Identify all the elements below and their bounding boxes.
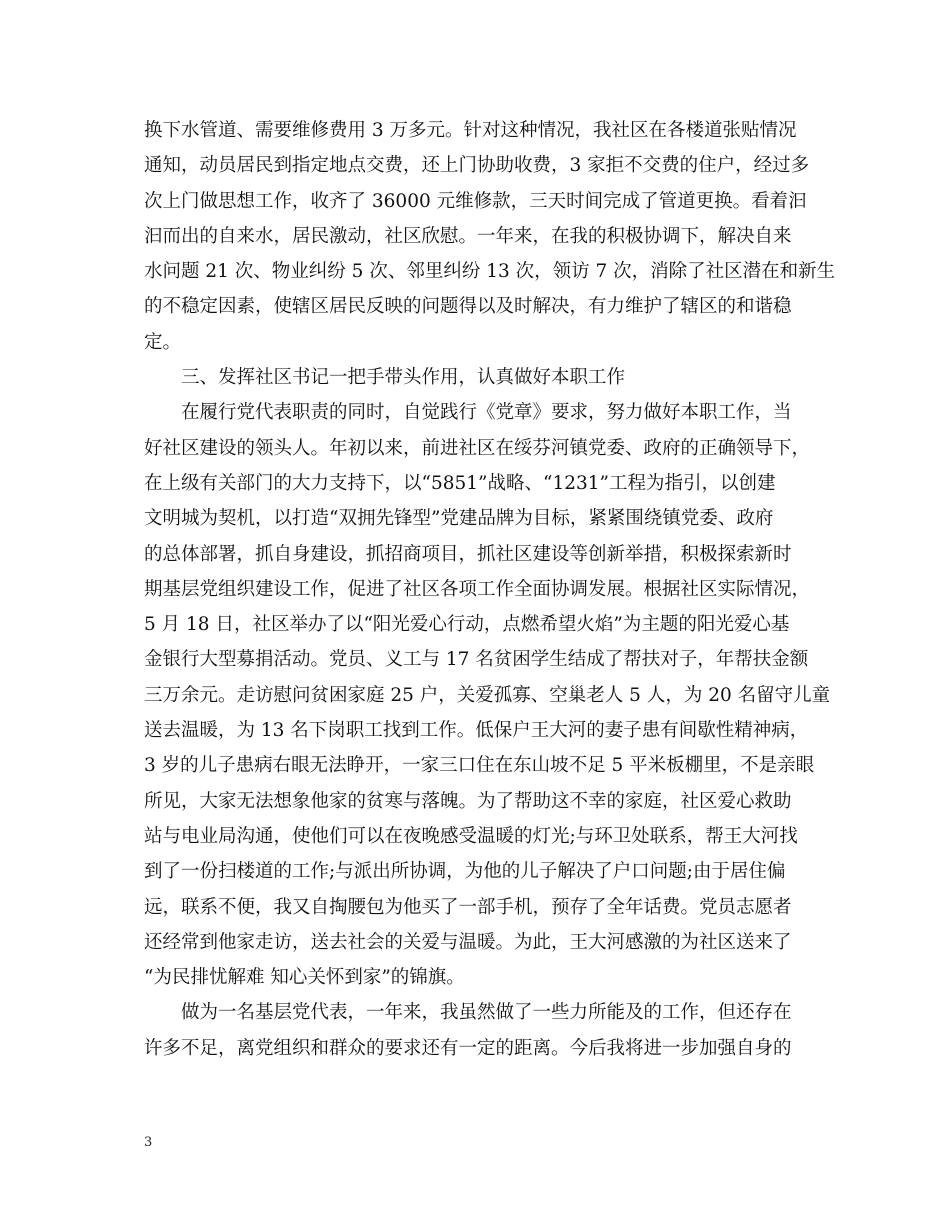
text-line: 送去温暖，为 13 名下岗职工找到工作。低保户王大河的妻子患有间歇性精神病， xyxy=(144,720,809,742)
text-line: 金银行大型募捐活动。党员、义工与 17 名贫困学生结成了帮扶对子，年帮扶金额 xyxy=(144,649,809,671)
text-line: 到了一份扫楼道的工作;与派出所协调，为他的儿子解决了户口问题;由于居住偏 xyxy=(144,861,786,883)
text-line: 站与电业局沟通，使他们可以在夜晚感受温暖的灯光;与环卫处联系，帮王大河找 xyxy=(144,825,798,847)
text-line: “为民排忧解难 知心关怀到家”的锦旗。 xyxy=(144,967,465,989)
text-line: 在履行党代表职责的同时，自觉践行《党章》要求，努力做好本职工作，当 xyxy=(181,402,792,424)
text-line: 文明城为契机，以打造“双拥先锋型”党建品牌为目标，紧紧围绕镇党委、政府 xyxy=(144,508,774,530)
text-line: 好社区建设的领头人。年初以来，前进社区在绥芬河镇党委、政府的正确领导下， xyxy=(144,437,811,459)
text-line: 还经常到他家走访，送去社会的关爱与温暖。为此，王大河感激的为社区送来了 xyxy=(144,931,792,953)
text-line: 次上门做思想工作，收齐了 36000 元维修款，三天时间完成了管道更换。看着汩 xyxy=(144,190,807,212)
text-line: 通知，动员居民到指定地点交费，还上门协助收费，3 家拒不交费的住户，经过多 xyxy=(144,155,810,177)
text-line: 换下水管道、需要维修费用 3 万多元。针对这种情况，我社区在各楼道张贴情况 xyxy=(144,120,797,141)
page-number: 3 xyxy=(144,1135,153,1150)
text-line: 5 月 18 日，社区举办了以“阳光爱心行动，点燃希望火焰”为主题的阳光爱心基 xyxy=(144,614,790,636)
text-line: 定。 xyxy=(144,331,182,353)
text-line: 的不稳定因素，使辖区居民反映的问题得以及时解决，有力维护了辖区的和谐稳 xyxy=(144,296,792,318)
text-line: 所见，大家无法想象他家的贫寒与落魄。为了帮助这不幸的家庭，社区爱心救助 xyxy=(144,790,792,812)
text-line: 3 岁的儿子患病右眼无法睁开，一家三口住在东山坡不足 5 平米板棚里，不是亲眼 xyxy=(144,755,815,777)
text-line: 在上级有关部门的大力支持下，以“5851”战略、“1231”工程为指引，以创建 xyxy=(144,472,776,494)
body-text xyxy=(144,113,836,1066)
text-line: 许多不足，离党组织和群众的要求还有一定的距离。今后我将进一步加强自身的 xyxy=(144,1037,792,1059)
text-line: 三、发挥社区书记一把手带头作用，认真做好本职工作 xyxy=(181,367,626,389)
text-line: 水问题 21 次、物业纠纷 5 次、邻里纠纷 13 次，领访 7 次，消除了社区潜在和新生 xyxy=(144,261,836,283)
text-line: 远，联系不便，我又自掏腰包为他买了一部手机，预存了全年话费。党员志愿者 xyxy=(144,896,792,918)
text-line: 的总体部署，抓自身建设，抓招商项目，抓社区建设等创新举措，积极探索新时 xyxy=(144,543,792,565)
text-line: 做为一名基层党代表，一年来，我虽然做了一些力所能及的工作，但还存在 xyxy=(181,1002,792,1024)
text-line: 期基层党组织建设工作，促进了社区各项工作全面协调发展。根据社区实际情况， xyxy=(144,578,811,600)
text-line: 汩而出的自来水，居民激动，社区欣慰。一年来，在我的积极协调下，解决自来 xyxy=(144,225,792,247)
text-line: 三万余元。走访慰问贫困家庭 25 户，关爱孤寡、空巢老人 5 人，为 20 名留守儿童 xyxy=(144,684,831,706)
